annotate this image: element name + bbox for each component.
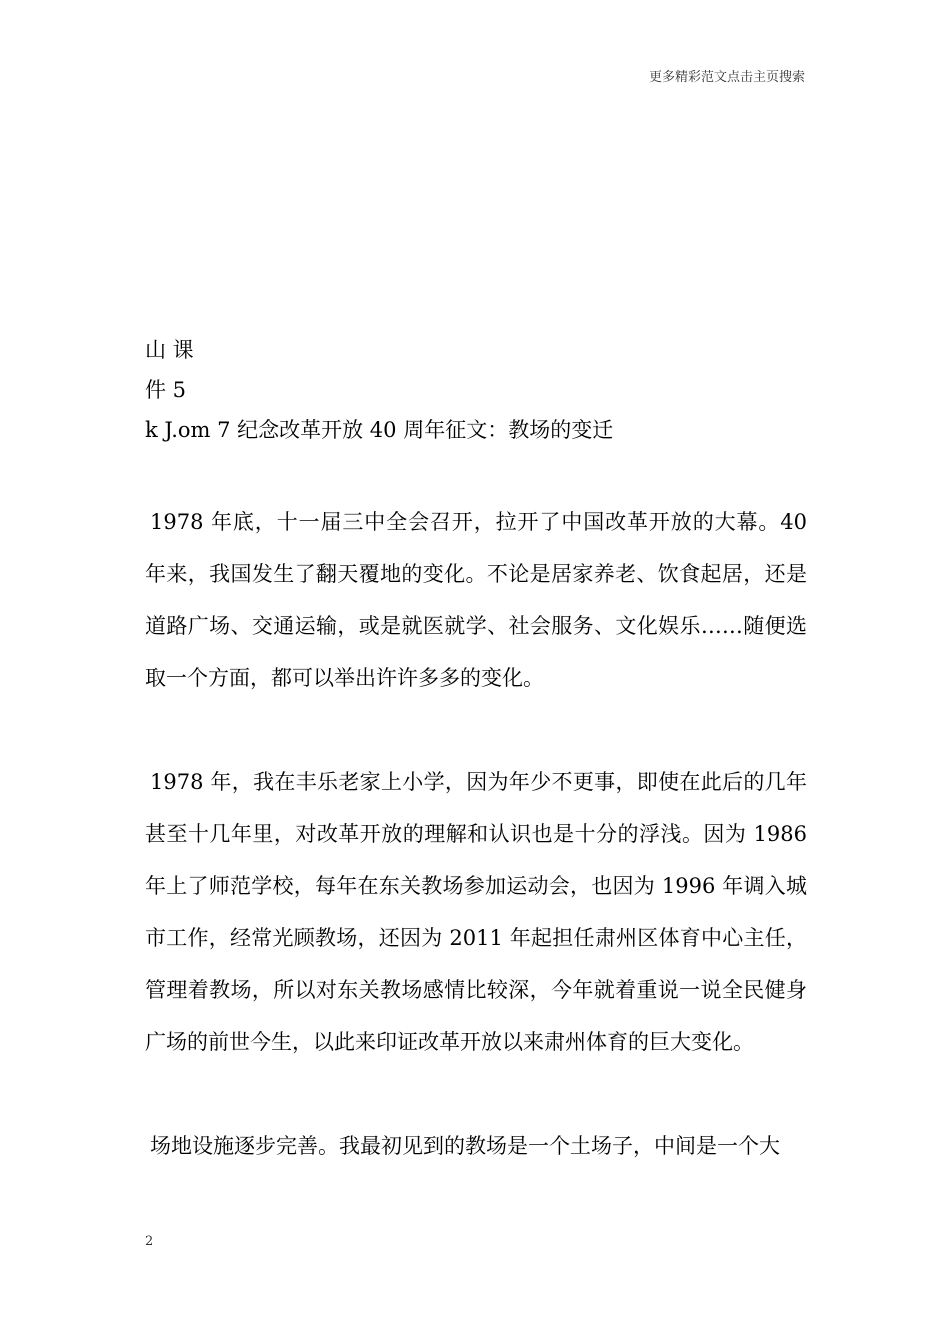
heading-line-1: 山 课 <box>145 338 194 362</box>
document-title: k J.om 7 纪念改革开放 40 周年征文：教场的变迁 <box>145 418 614 442</box>
heading-line-2: 件 5 <box>145 378 187 402</box>
page-number: 2 <box>145 1234 154 1249</box>
paragraph-1: 1978 年底，十一届三中全会召开，拉开了中国改革开放的大幕。40 年来，我国发生了翻天覆地的变化。不论是居家养老、饮食起居，还是道路广场、交通运输，或是就医就学、社会服务、文化娱乐……随便选取一个方面，都可以举出许许多多的变化。 <box>145 510 807 690</box>
paragraph-3: 场地设施逐步完善。我最初见到的教场是一个土场子，中间是一个大 <box>150 1134 780 1158</box>
paragraph-2: 1978 年，我在丰乐老家上小学，因为年少不更事，即使在此后的几年甚至十几年里，对改革开放的理解和认识也是十分的浮浅。因为 1986 年上了师范学校，每年在东关教场参加运动会，也因为 1996 年调入城市工作，经常光顾教场，还因为 2011 年起担任肃州区体育中心主任，管理着教场，所以对东关教场感情比较深，今年就着重说一说全民健身广场的前世今生，以此来印证改革开放以来肃州体育的巨大变化。 <box>145 770 807 1054</box>
document-body <box>145 330 807 1172</box>
header-link[interactable]: 更多精彩范文点击主页搜索 <box>648 70 805 85</box>
